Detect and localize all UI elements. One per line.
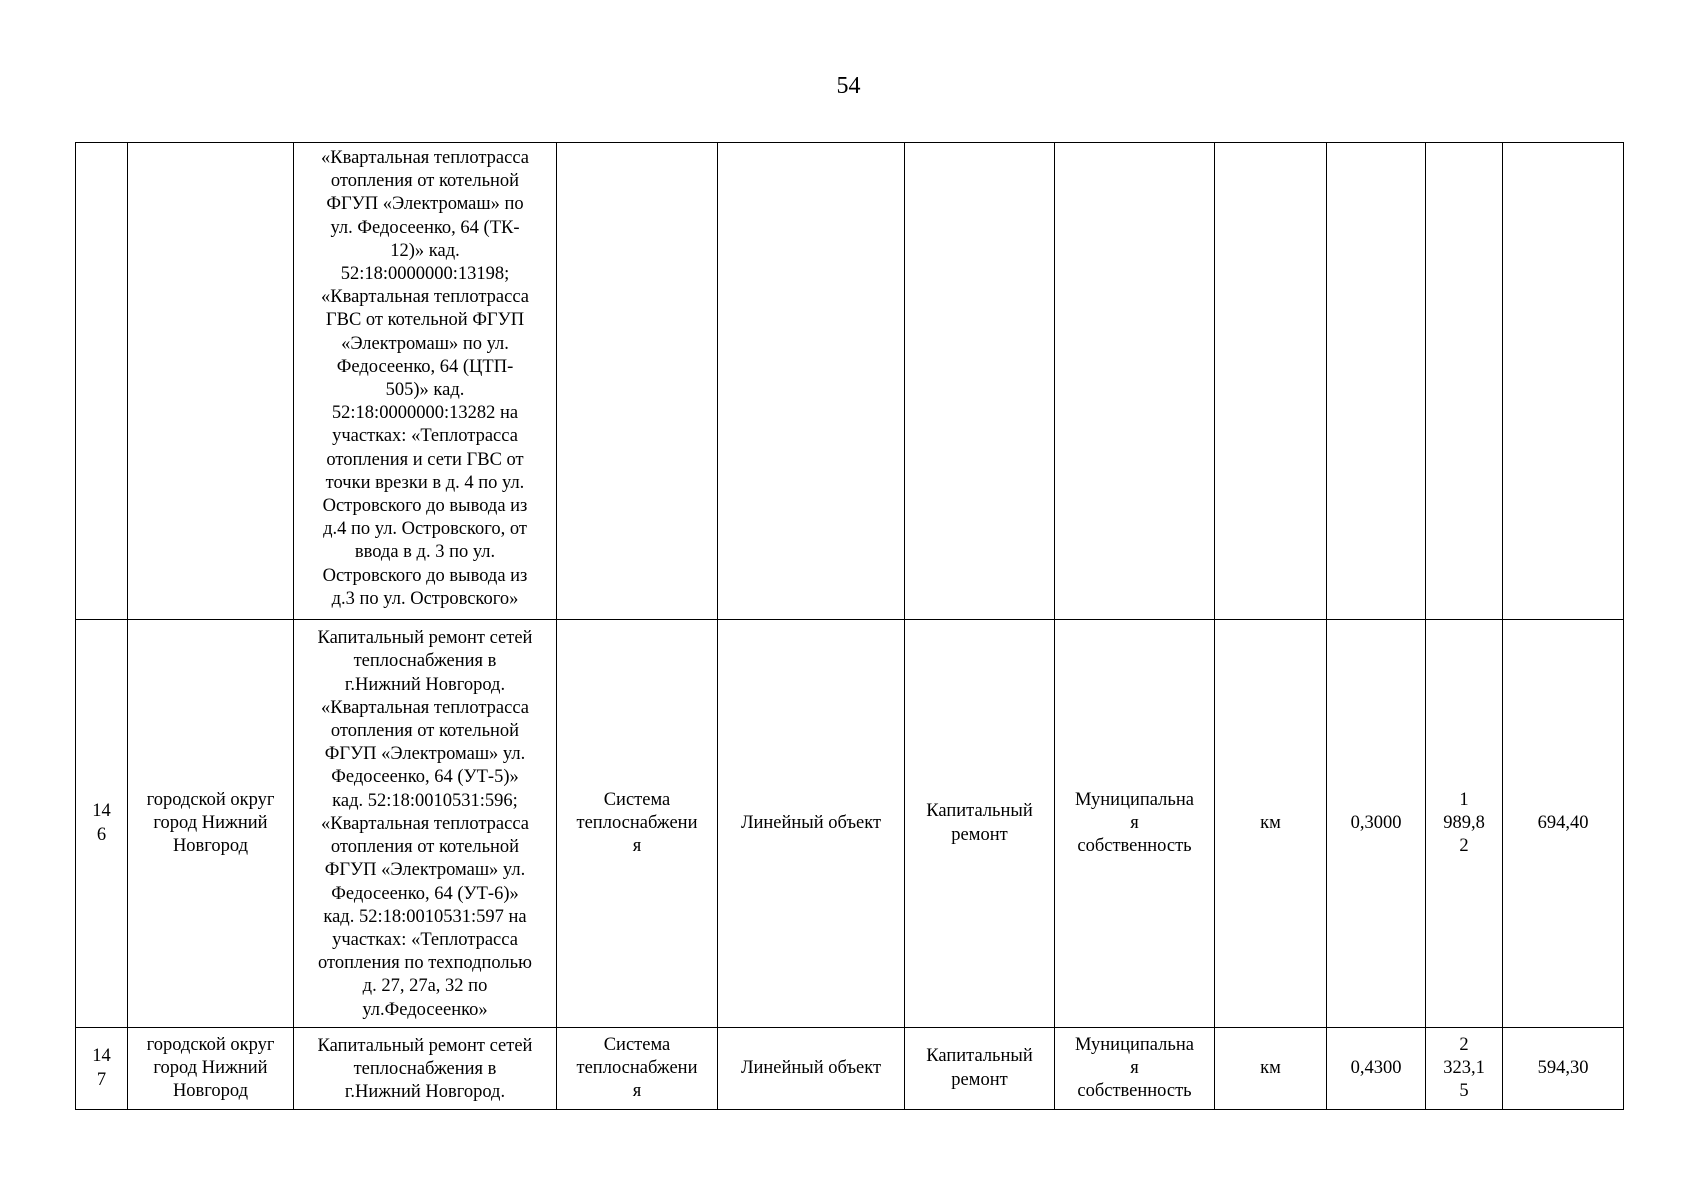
- table-row: [76, 1028, 1624, 1110]
- work-type-cell: Капитальный ремонт: [905, 1028, 1055, 1110]
- system-cell: Система теплоснабжени я: [557, 620, 718, 1028]
- system-cell: Система теплоснабжени я: [557, 1028, 718, 1110]
- description-cell: Капитальный ремонт сетей теплоснабжения в г.Нижний Новгород. «Квартальная теплотрасса отопления от котельной ФГУП «Электромаш» ул. Федосеенко, 64 (УТ-5)» кад. 52:18:0010531:596; «Квартальная теплотрасса отопления от котельной ФГУП «Электромаш» ул. Федосеенко, 64 (УТ-6)» кад. 52:18:0010531:597 на участках: «Теплотрасса отопления по техподполью д. 27, 27а, 32 по ул.Федосеенко»: [294, 620, 557, 1028]
- municipality-cell: [128, 143, 294, 620]
- program-table: [75, 142, 1624, 1110]
- length-cell: 0,4300: [1327, 1028, 1426, 1110]
- ownership-cell: [1055, 143, 1215, 620]
- description-cell: Капитальный ремонт сетей теплоснабжения в г.Нижний Новгород.: [294, 1028, 557, 1110]
- unit-cell: км: [1215, 620, 1327, 1028]
- work-type-cell: Капитальный ремонт: [905, 620, 1055, 1028]
- row-number-cell: 14 7: [76, 1028, 128, 1110]
- row-number-cell: 14 6: [76, 620, 128, 1028]
- cost-cell: 2 323,1 5: [1426, 1028, 1503, 1110]
- row-number-cell: [76, 143, 128, 620]
- object-type-cell: Линейный объект: [718, 1028, 905, 1110]
- system-cell: [557, 143, 718, 620]
- unit-cost-cell: 594,30: [1503, 1028, 1624, 1110]
- length-cell: 0,3000: [1327, 620, 1426, 1028]
- object-type-cell: Линейный объект: [718, 620, 905, 1028]
- unit-cost-cell: [1503, 143, 1624, 620]
- table-row: [76, 143, 1624, 620]
- municipality-cell: городской округ город Нижний Новгород: [128, 620, 294, 1028]
- unit-cell: км: [1215, 1028, 1327, 1110]
- cost-cell: 1 989,8 2: [1426, 620, 1503, 1028]
- cost-cell: [1426, 143, 1503, 620]
- object-type-cell: [718, 143, 905, 620]
- work-type-cell: [905, 143, 1055, 620]
- length-cell: [1327, 143, 1426, 620]
- ownership-cell: Муниципальна я собственность: [1055, 620, 1215, 1028]
- description-cell: «Квартальная теплотрасса отопления от котельной ФГУП «Электромаш» по ул. Федосеенко, 64 (ТК- 12)» кад. 52:18:0000000:13198; «Квартальная теплотрасса ГВС от котельной ФГУП «Электромаш» по ул. Федосеенко, 64 (ЦТП- 505)» кад. 52:18:0000000:13282 на участках: «Теплотрасса отопления и сети ГВС от точки врезки в д. 4 по ул. Островского до вывода из д.4 по ул. Островского, от ввода в д. 3 по ул. Островского до вывода из д.3 по ул. Островского»: [294, 143, 557, 620]
- ownership-cell: Муниципальна я собственность: [1055, 1028, 1215, 1110]
- unit-cell: [1215, 143, 1327, 620]
- table-row: [76, 620, 1624, 1028]
- municipality-cell: городской округ город Нижний Новгород: [128, 1028, 294, 1110]
- unit-cost-cell: 694,40: [1503, 620, 1624, 1028]
- page-number: 54: [836, 73, 861, 99]
